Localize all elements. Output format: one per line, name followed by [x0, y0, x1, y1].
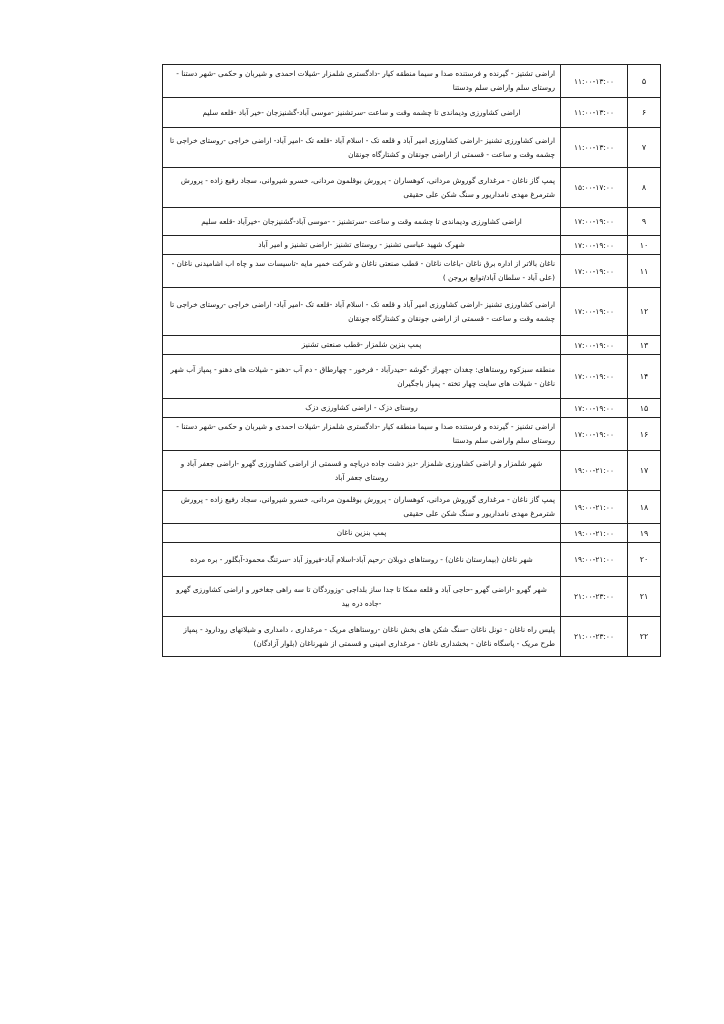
row-number: ۱۲ — [628, 288, 661, 336]
affected-areas: شهرک شهید عباسی تشنیز - روستای تشنیز -اراضی تشنیز و امیر آباد — [163, 236, 561, 255]
outage-time: ۱۱:۰۰-۱۳:۰۰ — [561, 65, 628, 98]
affected-areas: اراضی کشاورزی تشنیز -اراضی کشاورزی امیر آباد و قلعه تک - اسلام آباد -قلعه تک -امیر آباد- اراضی خراجی -روستای خراجی تا چشمه وقت و ساعت - قسمتی از اراضی جونقان و کشتارگاه جونقان — [163, 288, 561, 336]
row-number: ۱۰ — [628, 236, 661, 255]
outage-time: ۱۹:۰۰-۲۱:۰۰ — [561, 524, 628, 543]
row-number: ۱۸ — [628, 491, 661, 524]
table-row — [163, 98, 661, 128]
table-row — [163, 168, 661, 208]
row-number: ۲۰ — [628, 543, 661, 577]
table-row — [163, 255, 661, 288]
outage-time: ۲۱:۰۰-۲۳:۰۰ — [561, 577, 628, 617]
table-row — [163, 418, 661, 451]
row-number: ۱۹ — [628, 524, 661, 543]
row-number: ۱۷ — [628, 451, 661, 491]
affected-areas: منطقه سبزکوه روستاهای: چغدان -چهراز -گوشه -حیدرآباد - فرخور - چهارطاق - دم آب -دهنو - شیلات های دهنو - پمپاز آب شهر ناغان - شیلات های سایت چهار تخته - پمپاز باجگیران — [163, 355, 561, 399]
outage-time: ۱۵:۰۰-۱۷:۰۰ — [561, 168, 628, 208]
table-row — [163, 577, 661, 617]
affected-areas: پمپ بنزین ناغان — [163, 524, 561, 543]
outage-time: ۱۷:۰۰-۱۹:۰۰ — [561, 236, 628, 255]
outage-time: ۲۱:۰۰-۲۳:۰۰ — [561, 617, 628, 657]
outage-time: ۱۱:۰۰-۱۳:۰۰ — [561, 128, 628, 168]
row-number: ۱۶ — [628, 418, 661, 451]
affected-areas: اراضی تشنیز - گیرنده و فرستنده صدا و سیما منطقه کیار -دادگستری شلمزار -شیلات احمدی و شیربان و حکمی -شهر دستنا - روستای سلم واراضی سلم ودستنا — [163, 418, 561, 451]
table-body — [163, 65, 661, 657]
table-row — [163, 451, 661, 491]
affected-areas: پمپ گاز ناغان - مرغداری گوروش مردانی، کوهساران - پرورش بوقلمون مردانی، خسرو شیروانی، سجاد رفیع زاده - پرورش شترمرغ مهدی نامداریور و سنگ شکن علی حقیقی — [163, 491, 561, 524]
table-row — [163, 288, 661, 336]
row-number: ۵ — [628, 65, 661, 98]
row-number: ۲۲ — [628, 617, 661, 657]
outage-time: ۱۷:۰۰-۱۹:۰۰ — [561, 399, 628, 418]
outage-time: ۱۷:۰۰-۱۹:۰۰ — [561, 418, 628, 451]
affected-areas: شهر ناغان (بیمارستان ناغان) - روستاهای دوبلان -رحیم آباد-اسلام آباد-فیروز آباد -سرتنگ محمود-آبگلور - بره مرده — [163, 543, 561, 577]
affected-areas: ناغان بالاتر از اداره برق ناغان -باغات ناغان - قطب صنعتی ناغان و شرکت خمیر مایه -تاسیسات سد و چاه اب اشامیدنی ناغان - (علی آباد - سلطان آباد/توابع بروجن ) — [163, 255, 561, 288]
outage-time: ۱۹:۰۰-۲۱:۰۰ — [561, 543, 628, 577]
affected-areas: روستای دزک - اراضی کشاورزی دزک — [163, 399, 561, 418]
table-row — [163, 236, 661, 255]
affected-areas: پلیس راه ناغان - تونل ناغان -سنگ شکن های بخش ناغان -روستاهای مریک - مرغداری ، دامداری و شیلاتهای رودارود - پمپاز طرح مریک - پاسگاه ناغان - بخشداری ناغان - مرغداری امینی و قسمتی از شهرناغان (بلوار آزادگان) — [163, 617, 561, 657]
table-row — [163, 355, 661, 399]
table-row — [163, 399, 661, 418]
row-number: ۲۱ — [628, 577, 661, 617]
row-number: ۱۳ — [628, 336, 661, 355]
table-row — [163, 65, 661, 98]
outage-time: ۱۷:۰۰-۱۹:۰۰ — [561, 355, 628, 399]
row-number: ۹ — [628, 208, 661, 236]
outage-time: ۱۱:۰۰-۱۳:۰۰ — [561, 98, 628, 128]
affected-areas: پمپ گاز ناغان - مرغداری گوروش مردانی، کوهساران - پرورش بوقلمون مردانی، خسرو شیروانی، سجاد رفیع زاده - پرورش شترمرغ مهدی نامداریور و سنگ شکن علی حقیقی — [163, 168, 561, 208]
affected-areas: اراضی کشاورزی ودیماندی تا چشمه وقت و ساعت -سرتشنیز - -موسی آباد-گشنیزجان -خیرآباد -قلعه سلیم — [163, 208, 561, 236]
table-row — [163, 128, 661, 168]
affected-areas: پمپ بنزین شلمزار -قطب صنعتی تشنیز — [163, 336, 561, 355]
outage-time: ۱۹:۰۰-۲۱:۰۰ — [561, 451, 628, 491]
outage-time: ۱۹:۰۰-۲۱:۰۰ — [561, 491, 628, 524]
table-row — [163, 336, 661, 355]
table-row — [163, 617, 661, 657]
affected-areas: اراضی کشاورزی ودیماندی تا چشمه وقت و ساعت -سرتشنیز -موسی آباد-گشنیزجان -خیر آباد -قلعه سلیم — [163, 98, 561, 128]
outage-schedule-table — [162, 64, 661, 657]
row-number: ۶ — [628, 98, 661, 128]
outage-time: ۱۷:۰۰-۱۹:۰۰ — [561, 208, 628, 236]
affected-areas: اراضی کشاورزی تشنیز -اراضی کشاورزی امیر آباد و قلعه تک - اسلام آباد -قلعه تک -امیر آباد- اراضی خراجی -روستای خراجی تا چشمه وقت و ساعت - قسمتی از اراضی جونقان و کشتارگاه جونقان — [163, 128, 561, 168]
row-number: ۱۵ — [628, 399, 661, 418]
outage-time: ۱۷:۰۰-۱۹:۰۰ — [561, 255, 628, 288]
outage-time: ۱۷:۰۰-۱۹:۰۰ — [561, 288, 628, 336]
table-row — [163, 524, 661, 543]
row-number: ۸ — [628, 168, 661, 208]
affected-areas: اراضی تشتیز - گیرنده و فرستنده صدا و سیما منطقه کیار -دادگستری شلمزار -شیلات احمدی و شیربان و حکمی -شهر دستنا - روستای سلم واراضی سلم ودستنا — [163, 65, 561, 98]
table-row — [163, 543, 661, 577]
affected-areas: شهر شلمزار و اراضی کشاورزی شلمزار -دیز دشت جاده دریاچه و قسمتی از اراضی کشاورزی گهرو -اراضی جعفر آباد و روستای جعفر آباد — [163, 451, 561, 491]
affected-areas: شهر گهرو -اراضی گهرو -حاجی آباد و قلعه ممکا تا جدا ساز بلداجی -وزوردگان تا سه راهی جغاخور و اراضی کشاورزی گهرو -جاده دره بید — [163, 577, 561, 617]
row-number: ۱۱ — [628, 255, 661, 288]
table-row — [163, 491, 661, 524]
row-number: ۷ — [628, 128, 661, 168]
outage-time: ۱۷:۰۰-۱۹:۰۰ — [561, 336, 628, 355]
table-row — [163, 208, 661, 236]
row-number: ۱۴ — [628, 355, 661, 399]
